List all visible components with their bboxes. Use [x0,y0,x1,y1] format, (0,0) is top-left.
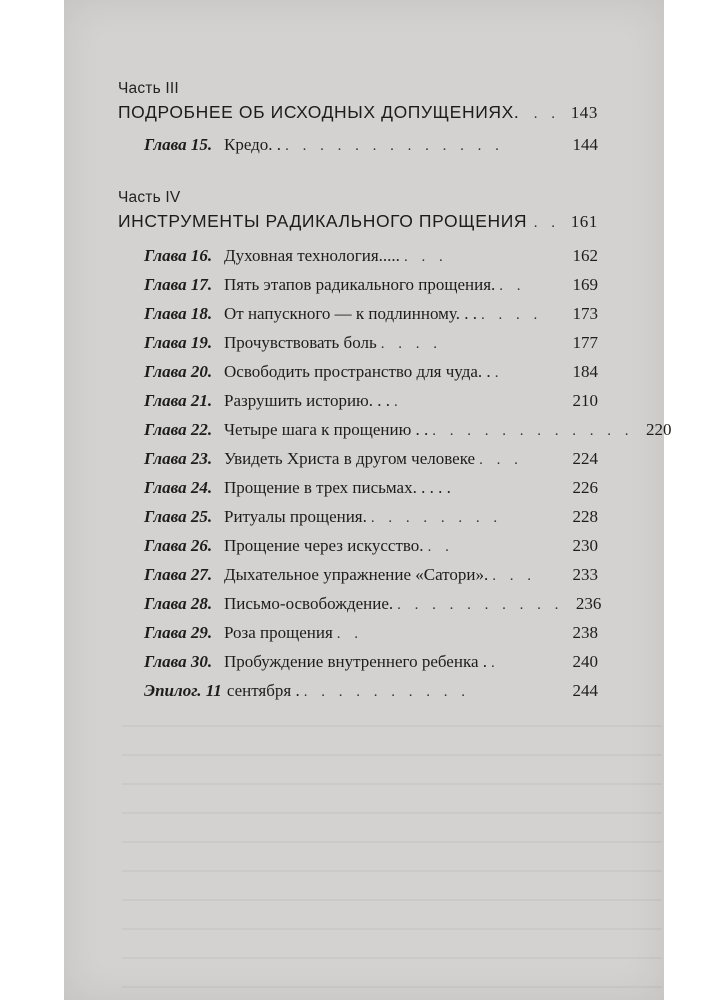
leader-dots: . . [336,626,364,642]
page-number: 228 [572,507,598,526]
toc-entry [144,270,598,299]
show-through-text [122,725,662,995]
leader-dots: . . . . . . . . . . . . [432,423,634,439]
part-title [118,209,598,235]
page-number: 226 [572,478,598,497]
leader-dots: . [394,394,403,410]
toc-entry-epilogue [144,676,598,705]
chapter-title: Прощение через искусство. [224,536,424,555]
chapter-number: Глава 23. [144,449,213,468]
chapter-title: Прочувствовать боль [224,333,377,352]
chapter-number: Глава 29. [144,623,213,642]
page-number: 161 [570,212,598,231]
chapter-number: Глава 19. [144,333,213,352]
toc-entry [144,473,598,502]
chapter-title: Кредо. . [224,135,282,154]
leader-dots: . . . . . . . . [370,510,503,526]
chapter-title: Дыхательное упражнение «Сатори». [224,565,489,584]
page-number: 236 [575,594,602,613]
chapter-number: Глава 28. [144,594,213,613]
page-number: 177 [572,333,598,352]
toc-entry [144,299,598,328]
chapter-number: Глава 18. [144,304,213,323]
epilogue-label: Эпилог. 11 [144,681,222,700]
chapter-title: Роза прощения [224,623,333,642]
part-title [118,100,598,126]
toc-entry [144,502,598,531]
page-number: 143 [570,103,598,122]
part-title-text: ПОДРОБНЕЕ ОБ ИСХОДНЫХ ДОПУЩЕНИЯХ. [118,102,520,122]
chapter-title: Увидеть Христа в другом человеке [224,449,476,468]
page-number: 233 [572,565,598,584]
chapter-title: Разрушить историю. . . [224,391,391,410]
page-number: 144 [572,135,598,154]
chapter-number: Глава 15. [144,135,213,154]
chapter-title: Письмо-освобождение. [224,594,394,613]
chapter-number: Глава 27. [144,565,213,584]
leader-dots: . . . [479,452,523,468]
chapter-number: Глава 17. [144,275,213,294]
leader-dots: . . . . . . . . . . . . . [285,138,504,154]
page-number: 238 [572,623,598,642]
chapter-title: Пробуждение внутреннего ребенка . [224,652,487,671]
part-4-chapters [144,241,672,705]
leader-dots: . . [427,539,454,555]
part-label: Часть III [118,80,179,97]
page-number: 184 [572,362,598,381]
part-3-header [118,79,598,126]
leader-dots: . . [533,215,560,231]
chapter-title: Духовная технология..... [224,246,400,265]
toc-entry [144,241,598,270]
book-page [64,0,672,1000]
chapter-title: Освободить пространство для чуда. . [224,362,491,381]
page-number: 162 [572,246,598,265]
part-label: Часть IV [118,189,181,206]
part-4-header [118,188,598,235]
leader-dots: . . . . . . . . . . [397,597,564,613]
page-number: 173 [572,304,598,323]
leader-dots: . [491,655,500,671]
chapter-title: сентября . [226,681,300,700]
leader-dots: . [494,365,504,381]
leader-dots: . . . [403,249,448,265]
toc-entry [144,130,598,159]
leader-dots: . . . . . . . . . . [303,684,470,700]
leader-dots: . . [499,278,526,294]
chapter-number: Глава 20. [144,362,213,381]
page-number: 210 [572,391,598,410]
chapter-number: Глава 21. [144,391,213,410]
chapter-number: Глава 16. [144,246,213,265]
page-number: 224 [572,449,598,468]
chapter-number: Глава 30. [144,652,213,671]
leader-dots: . . . [492,568,536,584]
page-number: 244 [572,681,598,700]
part-title-text: ИНСТРУМЕНТЫ РАДИКАЛЬНОГО ПРОЩЕНИЯ [118,211,528,231]
toc-entry [144,444,598,473]
toc-entry [144,560,598,589]
page-number: 169 [572,275,598,294]
toc-entry [144,531,598,560]
chapter-number: Глава 22. [144,420,213,439]
toc-entry [144,328,598,357]
chapter-title: Ритуалы прощения. [224,507,367,526]
leader-dots: . . . . [380,336,442,352]
chapter-number: Глава 26. [144,536,213,555]
toc-entry [144,357,598,386]
chapter-title: Прощение в трех письмах. . . . . [224,478,451,497]
chapter-number: Глава 25. [144,507,213,526]
toc-entry [144,618,598,647]
chapter-title: Пять этапов радикального прощения. [224,275,496,294]
chapter-title: Четыре шага к прощению . . [224,420,429,439]
page-number: 220 [646,420,672,439]
toc-entry [144,386,598,415]
leader-dots: . . . . [480,307,543,323]
chapter-number: Глава 24. [144,478,213,497]
part-3-chapters [144,130,598,159]
chapter-title: От напускного — к подлинному. . . [224,304,477,323]
toc-entry [144,589,602,618]
page-number: 240 [572,652,598,671]
leader-dots: . . [533,106,560,122]
page-number: 230 [572,536,598,555]
toc-entry [144,647,598,676]
toc-entry [144,415,672,444]
